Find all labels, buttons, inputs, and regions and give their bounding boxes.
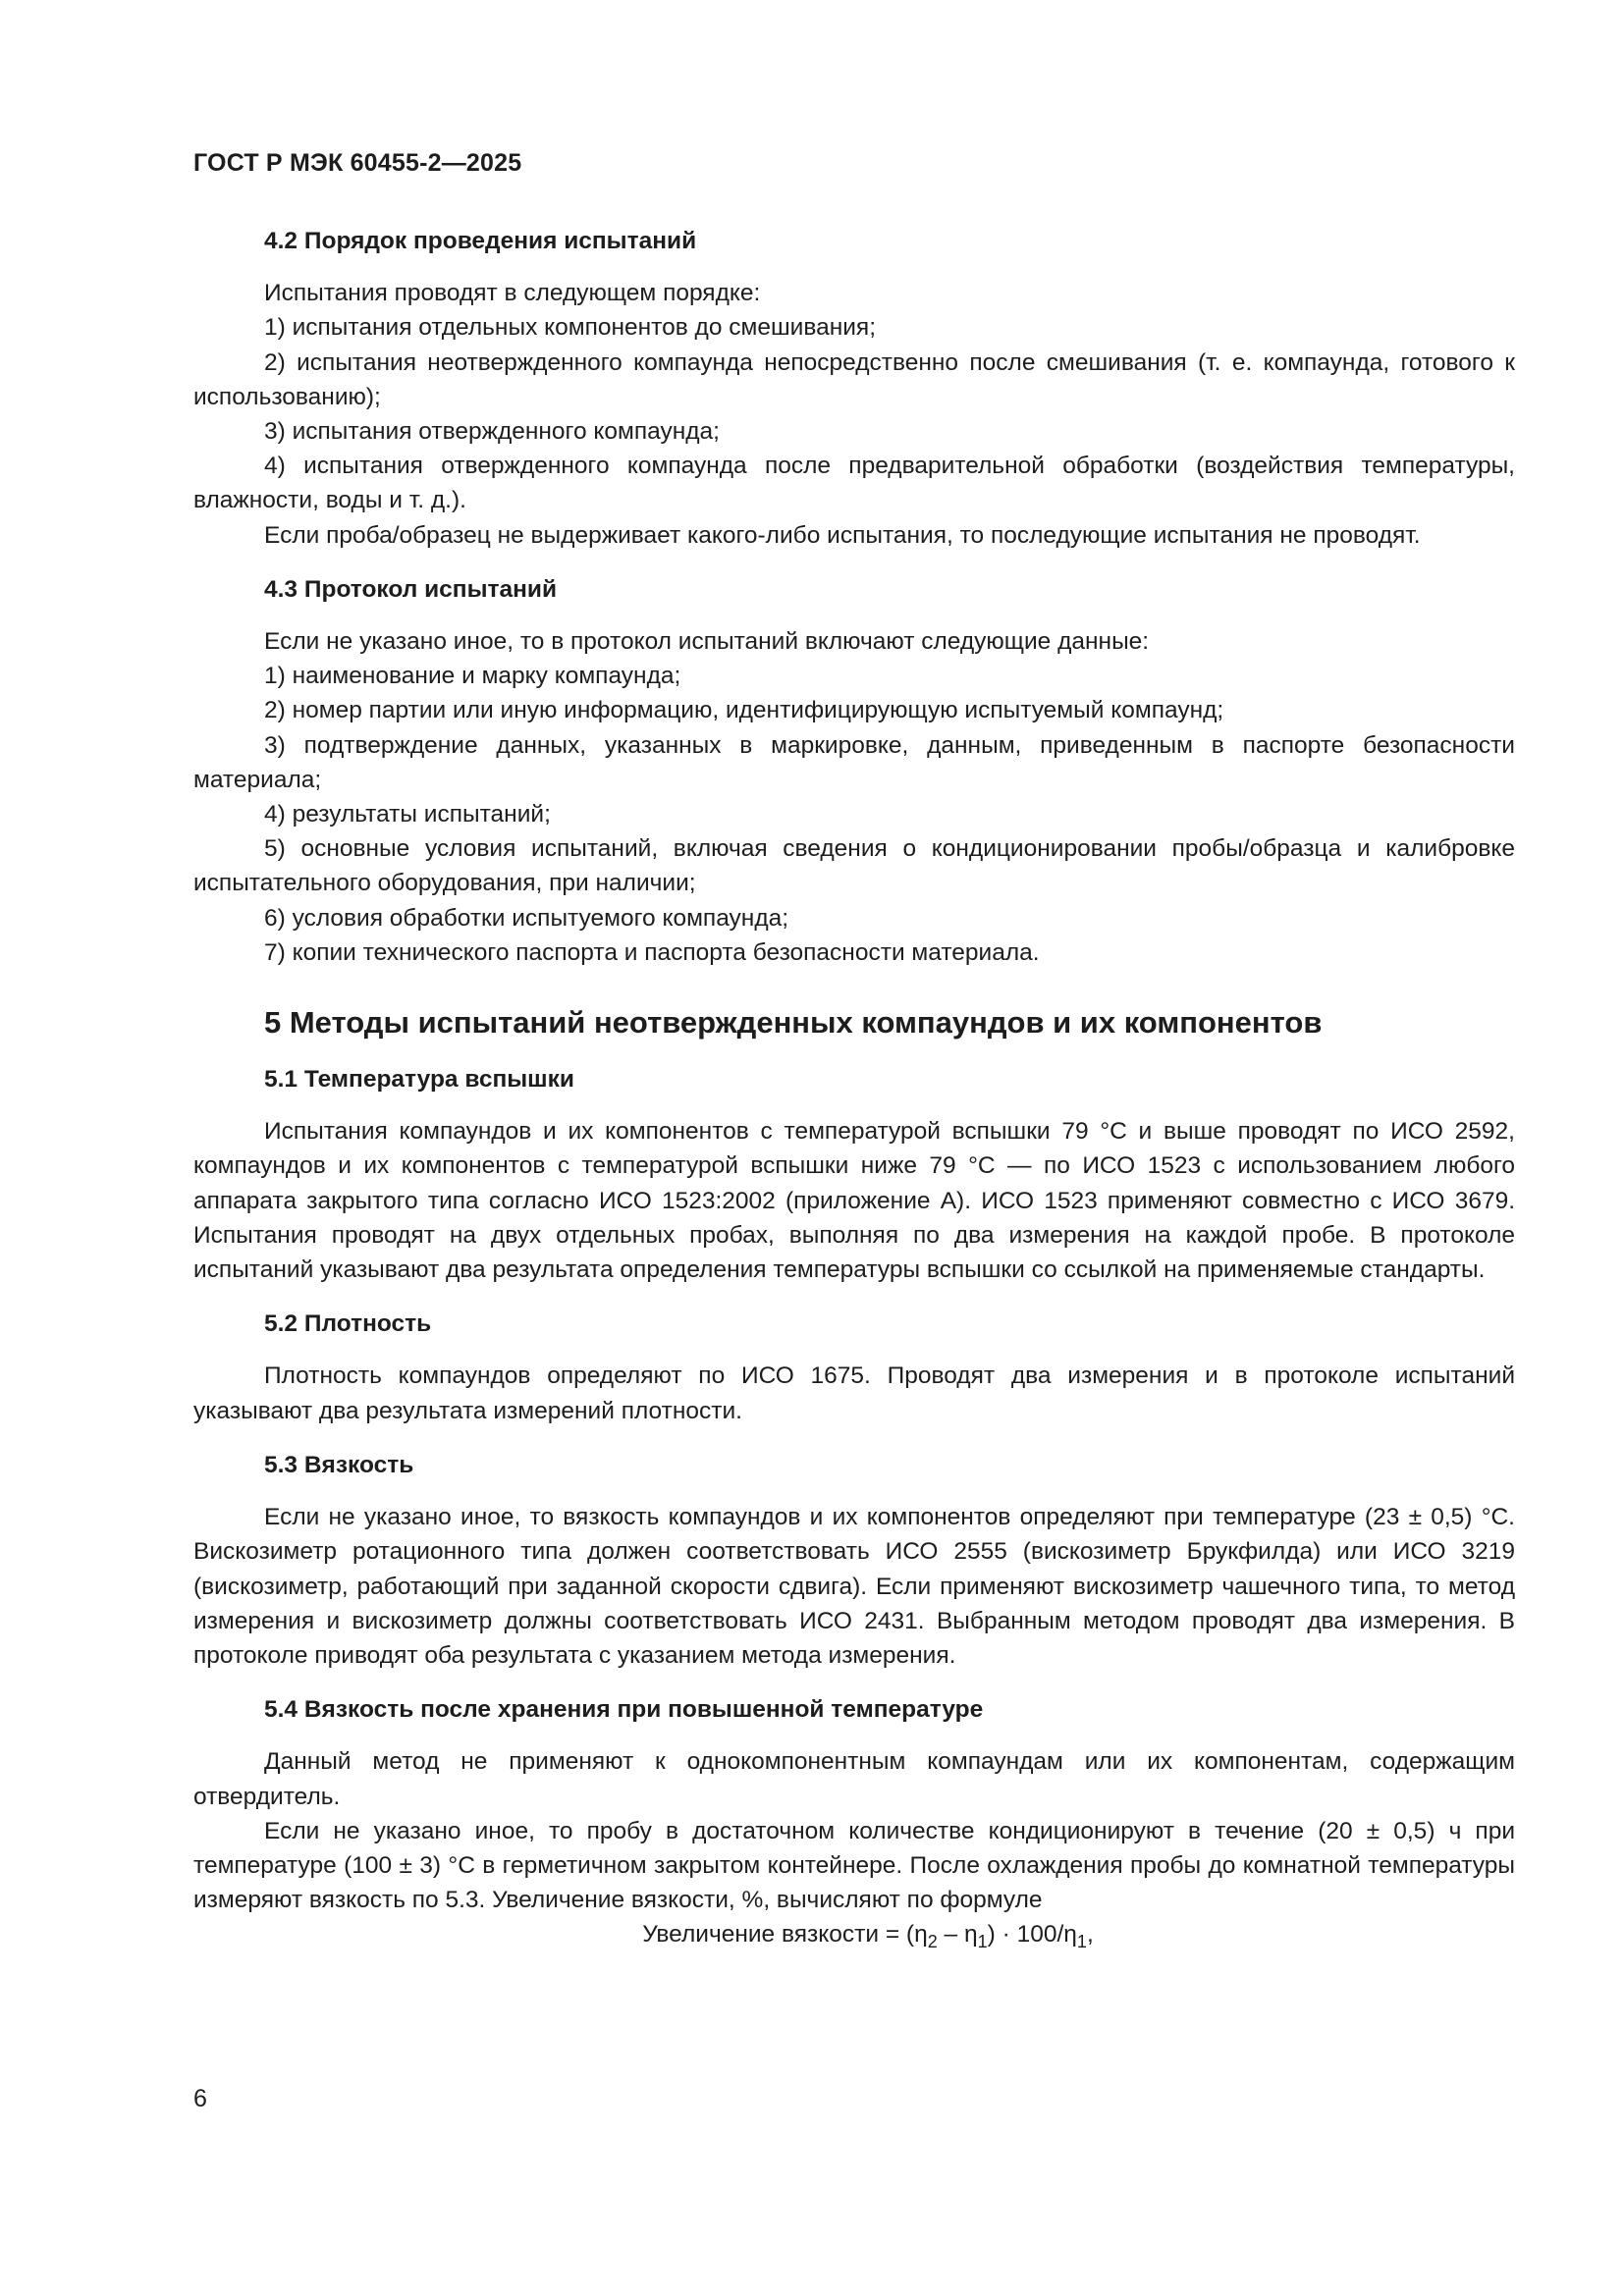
section-5-3-title: 5.3 Вязкость <box>264 1451 414 1478</box>
section-5-2-title: 5.2 Плотность <box>264 1310 432 1338</box>
formula-eta: η <box>1063 1921 1077 1949</box>
section-4-3-intro: Если не указано иное, то в протокол испытаний включают следующие данные: <box>264 628 1150 656</box>
section-4-2-title: 4.2 Порядок проведения испытаний <box>264 228 697 254</box>
section-5-1-text: Испытания компаундов и их компонентов с температурой вспышки 79 °С и выше проводят по ИСО 2592, компаундов и их компонентов с температурой вспышки ниже 79 °С — по ИСО 1523 с использованием любого аппарата закрытого типа согласно ИСО 1523:2002 (приложение А). ИСО 1523 применяют совместно с ИСО 3679. Испытания проводят на двух отдельных пробах, выполняя по два измерения на каждой пробе. В протоколе испытаний указывают два результата определения температуры вспышки со ссылкой на применяемые стандарты. <box>193 1118 1515 1284</box>
list-item: 3) испытания отвержденного компаунда; <box>264 418 720 446</box>
formula-sub-2: 2 <box>927 1932 938 1952</box>
list-item: 4) результаты испытаний; <box>264 801 551 828</box>
formula-sub-1: 1 <box>977 1932 988 1952</box>
list-item: 6) условия обработки испытуемого компаунда; <box>264 904 789 932</box>
page-number: 6 <box>193 2085 207 2112</box>
formula-lhs: Увеличение вязкости = ( <box>642 1921 915 1949</box>
formula-end: , <box>1086 1921 1094 1949</box>
list-item: 2) испытания неотвержденного компаунда непосредственно после смешивания (т. е. компаунда, готового к использованию); <box>193 348 1515 410</box>
section-5-4-paragraph-2: Если не указано иное, то пробу в достаточном количестве кондиционируют в течение (20 ± 0,5) ч при температуре (100 ± 3) °С в герметичном закрытом контейнере. После охлаждения пробы до комнатной температуры измеряют вязкость по 5.3. Увеличение вязкости, %, вычисляют по формуле <box>193 1817 1515 1914</box>
list-item: 1) наименование и марку компаунда; <box>264 663 681 690</box>
section-5-1-title: 5.1 Температура вспышки <box>264 1066 574 1094</box>
list-item: 7) копии технического паспорта и паспорта безопасности материала. <box>264 938 1040 966</box>
formula-minus: – <box>937 1921 964 1949</box>
formula-eta: η <box>964 1921 978 1949</box>
section-5-4-title: 5.4 Вязкость после хранения при повышенной температуре <box>264 1696 984 1724</box>
list-item: 4) испытания отвержденного компаунда после предварительной обработки (воздействия температуры, влажности, воды и т. д.). <box>193 453 1515 514</box>
document-header: ГОСТ Р МЭК 60455-2—2025 <box>193 149 522 177</box>
section-5-2-text: Плотность компаундов определяют по ИСО 1675. Проводят два измерения и в протоколе испытаний указывают два результата измерений плотности. <box>193 1362 1515 1424</box>
section-4-2-note: Если проба/образец не выдерживает какого-либо испытания, то последующие испытания не проводят. <box>264 521 1421 549</box>
section-5-title: 5 Методы испытаний неотвержденных компаундов и их компонентов <box>264 1005 1323 1041</box>
section-4-3-title: 4.3 Протокол испытаний <box>264 575 558 603</box>
formula-eta: η <box>914 1921 928 1949</box>
document-body <box>193 224 1515 1952</box>
formula-mid: ) · 100/ <box>987 1921 1064 1949</box>
section-5-3-text: Если не указано иное, то вязкость компаундов и их компонентов определяют при температуре (23 ± 0,5) °С. Вискозиметр ротационного типа должен соответствовать ИСО 2555 (вискозиметр Брукфилда) или ИСО 3219 (вискозиметр, работающий при заданной скорости сдвига). Если применяют вискозиметр чашечного типа, то метод измерения и вискозиметр должны соответствовать ИСО 2431. Выбранным методом проводят два измерения. В протоколе приводят оба результата с указанием метода измерения. <box>193 1504 1515 1669</box>
formula-sub-1: 1 <box>1076 1932 1087 1952</box>
list-item: 2) номер партии или иную информацию, идентифицирующую испытуемый компаунд; <box>264 697 1224 724</box>
list-item: 3) подтверждение данных, указанных в маркировке, данным, приведенным в паспорте безопасности материала; <box>193 731 1515 793</box>
section-5-4-paragraph-1: Данный метод не применяют к однокомпонентным компаундам или их компонентам, содержащим отвердитель. <box>193 1748 1515 1810</box>
list-item: 1) испытания отдельных компонентов до смешивания; <box>264 314 877 342</box>
viscosity-increase-formula <box>193 1917 1515 1951</box>
section-4-2-intro: Испытания проводят в следующем порядке: <box>264 280 761 307</box>
list-item: 5) основные условия испытаний, включая сведения о кондиционировании пробы/образца и калибровке испытательного оборудования, при наличии; <box>193 835 1515 897</box>
